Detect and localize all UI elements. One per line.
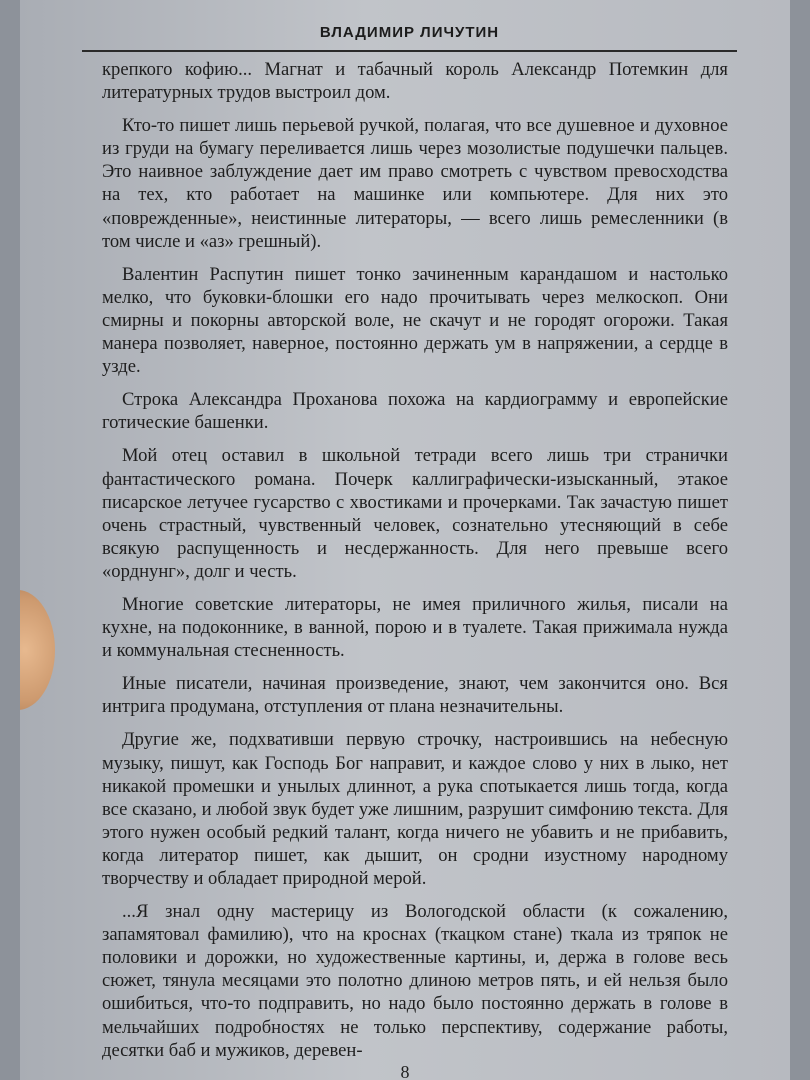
page-number: 8 (400, 1062, 410, 1080)
paragraph: ...Я знал одну мастерицу из Вологодской области (к сожалению, запамятовал фамилию), что на кроснах (ткацком стане) ткала из тряпок не половики и дорожки, но художественные картины, и, держа в голове весь сюжет, тянула месяцами это полотно длиною метров пять, и ей нельзя было ошибиться, что-то подправить, но надо было постоянно держать в голове в мельчайших подробностях не только перспективу, содержание работы, десятки баб и мужиков, деревен- (102, 901, 728, 1061)
running-header (82, 22, 737, 52)
paragraph: крепкого кофию... Магнат и табачный король Александр Потемкин для литературных трудов выстроил дом. (102, 59, 728, 104)
paragraph: Иные писатели, начиная произведение, знают, чем закончится оно. Вся интрига продумана, отступления от плана незначительны. (102, 673, 728, 718)
paragraph: Валентин Распутин пишет тонко зачиненным карандашом и настолько мелко, что буковки-блошки его надо прочитывать через мелкоскоп. Они смирны и покорны авторской воле, не скачут и не городят огорожи. Такая манера позволяет, наверное, постоянно держать ум в напряжении, а сердце в узде. (102, 263, 728, 378)
paragraph: Строка Александра Проханова похожа на кардиограмму и европейские готические башенки. (102, 389, 728, 434)
paragraph: Многие советские литераторы, не имея приличного жилья, писали на кухне, на подоконнике, в ванной, порою и в туалете. Такая прижимала нужда и коммунальная стесненность. (102, 593, 728, 662)
paragraph: Другие же, подхвативши первую строчку, настроившись на небесную музыку, пишут, как Господь Бог направит, и каждое слово у них в лыко, нет никакой промешки и унылых длиннот, а рука спотыкается лишь тогда, когда все сказано, и любой звук будет уже лишним, разрушит симфонию текста. Для этого нужен особый редкий талант, когда ничего не убавить и не прибавить, когда литератор пишет, как дышит, он сродни изустному народному творчеству и обладает природной мерой. (102, 729, 728, 889)
author-name: ВЛАДИМИР ЛИЧУТИН (319, 24, 500, 41)
thumb (20, 590, 55, 710)
book-page (20, 0, 790, 1080)
body-text (102, 58, 728, 1062)
paragraph: Кто-то пишет лишь перьевой ручкой, полагая, что все душевное и духовное из груди на бумагу переливается лишь через мозолистые подушечки пальцев. Это наивное заблуждение дает им право смотреть с чувством превосходства на тех, кто работает на машинке или компьютере. Для них это «поврежденные», неистинные литераторы, — всего лишь ремесленники (в том числе и «аз» грешный). (102, 115, 728, 252)
paragraph: Мой отец оставил в школьной тетради всего лишь три странички фантастического романа. Почерк каллиграфически-изысканный, этакое писарское летучее гусарство с хвостиками и прочерками. Так зачастую пишет очень страстный, чувственный человек, сознательно утесняющий в себе всякую распущенность и несдержанность. Для него превыше всего «орднунг», долг и честь. (102, 445, 728, 582)
